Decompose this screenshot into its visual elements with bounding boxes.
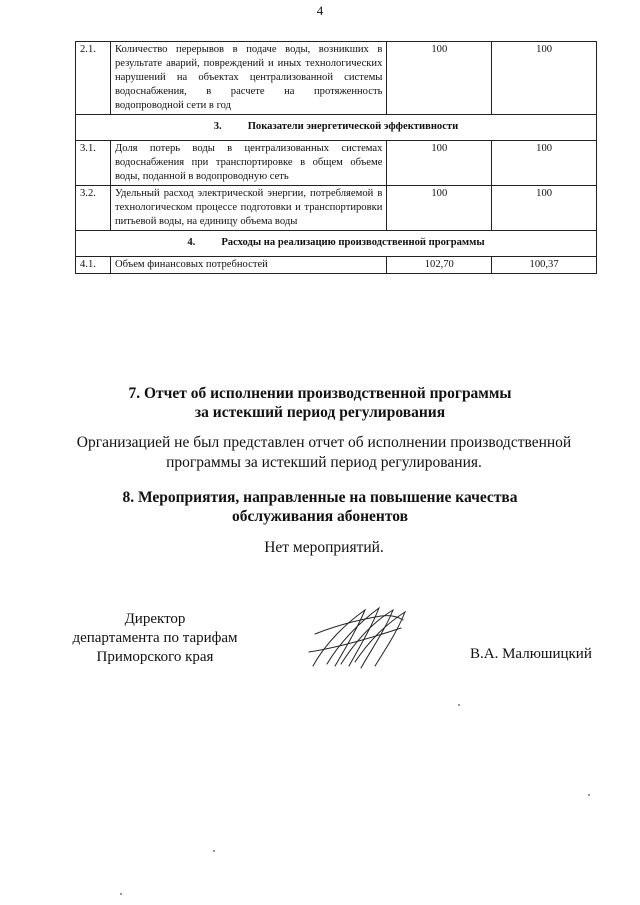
indicator-name-cell: Объем финансовых потребностей	[110, 257, 386, 274]
value-2-cell: 100,37	[492, 257, 597, 274]
value-1-cell: 100	[387, 141, 492, 186]
section-title-cell	[76, 231, 597, 257]
program-indicators-table	[75, 41, 597, 274]
section-7-body	[60, 433, 588, 473]
row-number-cell: 3.1.	[76, 141, 111, 186]
page-number: 4	[316, 3, 324, 18]
row-number-cell: 2.1.	[76, 42, 111, 115]
scan-speck	[213, 850, 215, 852]
signatory-name: В.А. Малюшицкий	[470, 646, 592, 662]
section-number: 4.	[187, 237, 196, 248]
value-1-cell: 100	[387, 186, 492, 231]
row-number-cell: 4.1.	[76, 257, 111, 274]
value-2-cell: 100	[492, 42, 597, 115]
table-row	[76, 42, 597, 115]
section-7-heading	[0, 384, 640, 422]
handwritten-signature	[305, 604, 415, 674]
section-number: 3.	[213, 121, 222, 132]
signatory-position-line3: Приморского края	[96, 649, 214, 665]
row-number-cell: 3.2.	[76, 186, 111, 231]
table-section-row	[76, 231, 597, 257]
signatory-position	[55, 610, 255, 667]
table-row	[76, 141, 597, 186]
indicator-name-cell: Удельный расход электрической энергии, потребляемой в технологическом процессе подготовки и транспортировки питьевой воды, на единицу объема воды	[110, 186, 386, 231]
section-8-heading	[0, 488, 640, 526]
value-1-cell: 102,70	[387, 257, 492, 274]
table-row	[76, 186, 597, 231]
indicator-name-cell: Доля потерь воды в централизованных системах водоснабжения при транспортировке в общем объеме воды, поданной в водопроводную сеть	[110, 141, 386, 186]
table-section-row	[76, 115, 597, 141]
scan-speck	[120, 893, 122, 895]
section-title: Показатели энергетической эффективности	[247, 121, 459, 132]
scan-speck	[588, 794, 590, 796]
signatory-position-line2: департамента по тарифам	[72, 630, 238, 646]
value-2-cell: 100	[492, 141, 597, 186]
scan-speck	[458, 704, 460, 706]
section-7-body-line2: программы за истекший период регулирования.	[166, 454, 482, 471]
section-8-body: Нет мероприятий.	[264, 539, 384, 556]
signatory-position-line1: Директор	[124, 611, 186, 627]
section-8-heading-line2: обслуживания абонентов	[232, 508, 408, 525]
section-title: Расходы на реализацию производственной программы	[221, 237, 485, 248]
section-title-cell	[76, 115, 597, 141]
section-8-heading-line1: 8. Мероприятия, направленные на повышение качества	[122, 489, 518, 506]
value-2-cell: 100	[492, 186, 597, 231]
section-7-body-line1: Организацией не был представлен отчет об исполнении производственной	[76, 434, 572, 451]
section-7-heading-line2: за истекший период регулирования	[194, 404, 446, 421]
table-row	[76, 257, 597, 274]
value-1-cell: 100	[387, 42, 492, 115]
indicator-name-cell: Количество перерывов в подаче воды, возникших в результате аварий, повреждений и иных технологических нарушений на объектах централизованной системы водоснабжения, в расчете на протяженность водопроводной сети в год	[110, 42, 386, 115]
section-7-heading-line1: 7. Отчет об исполнении производственной программы	[128, 385, 512, 402]
